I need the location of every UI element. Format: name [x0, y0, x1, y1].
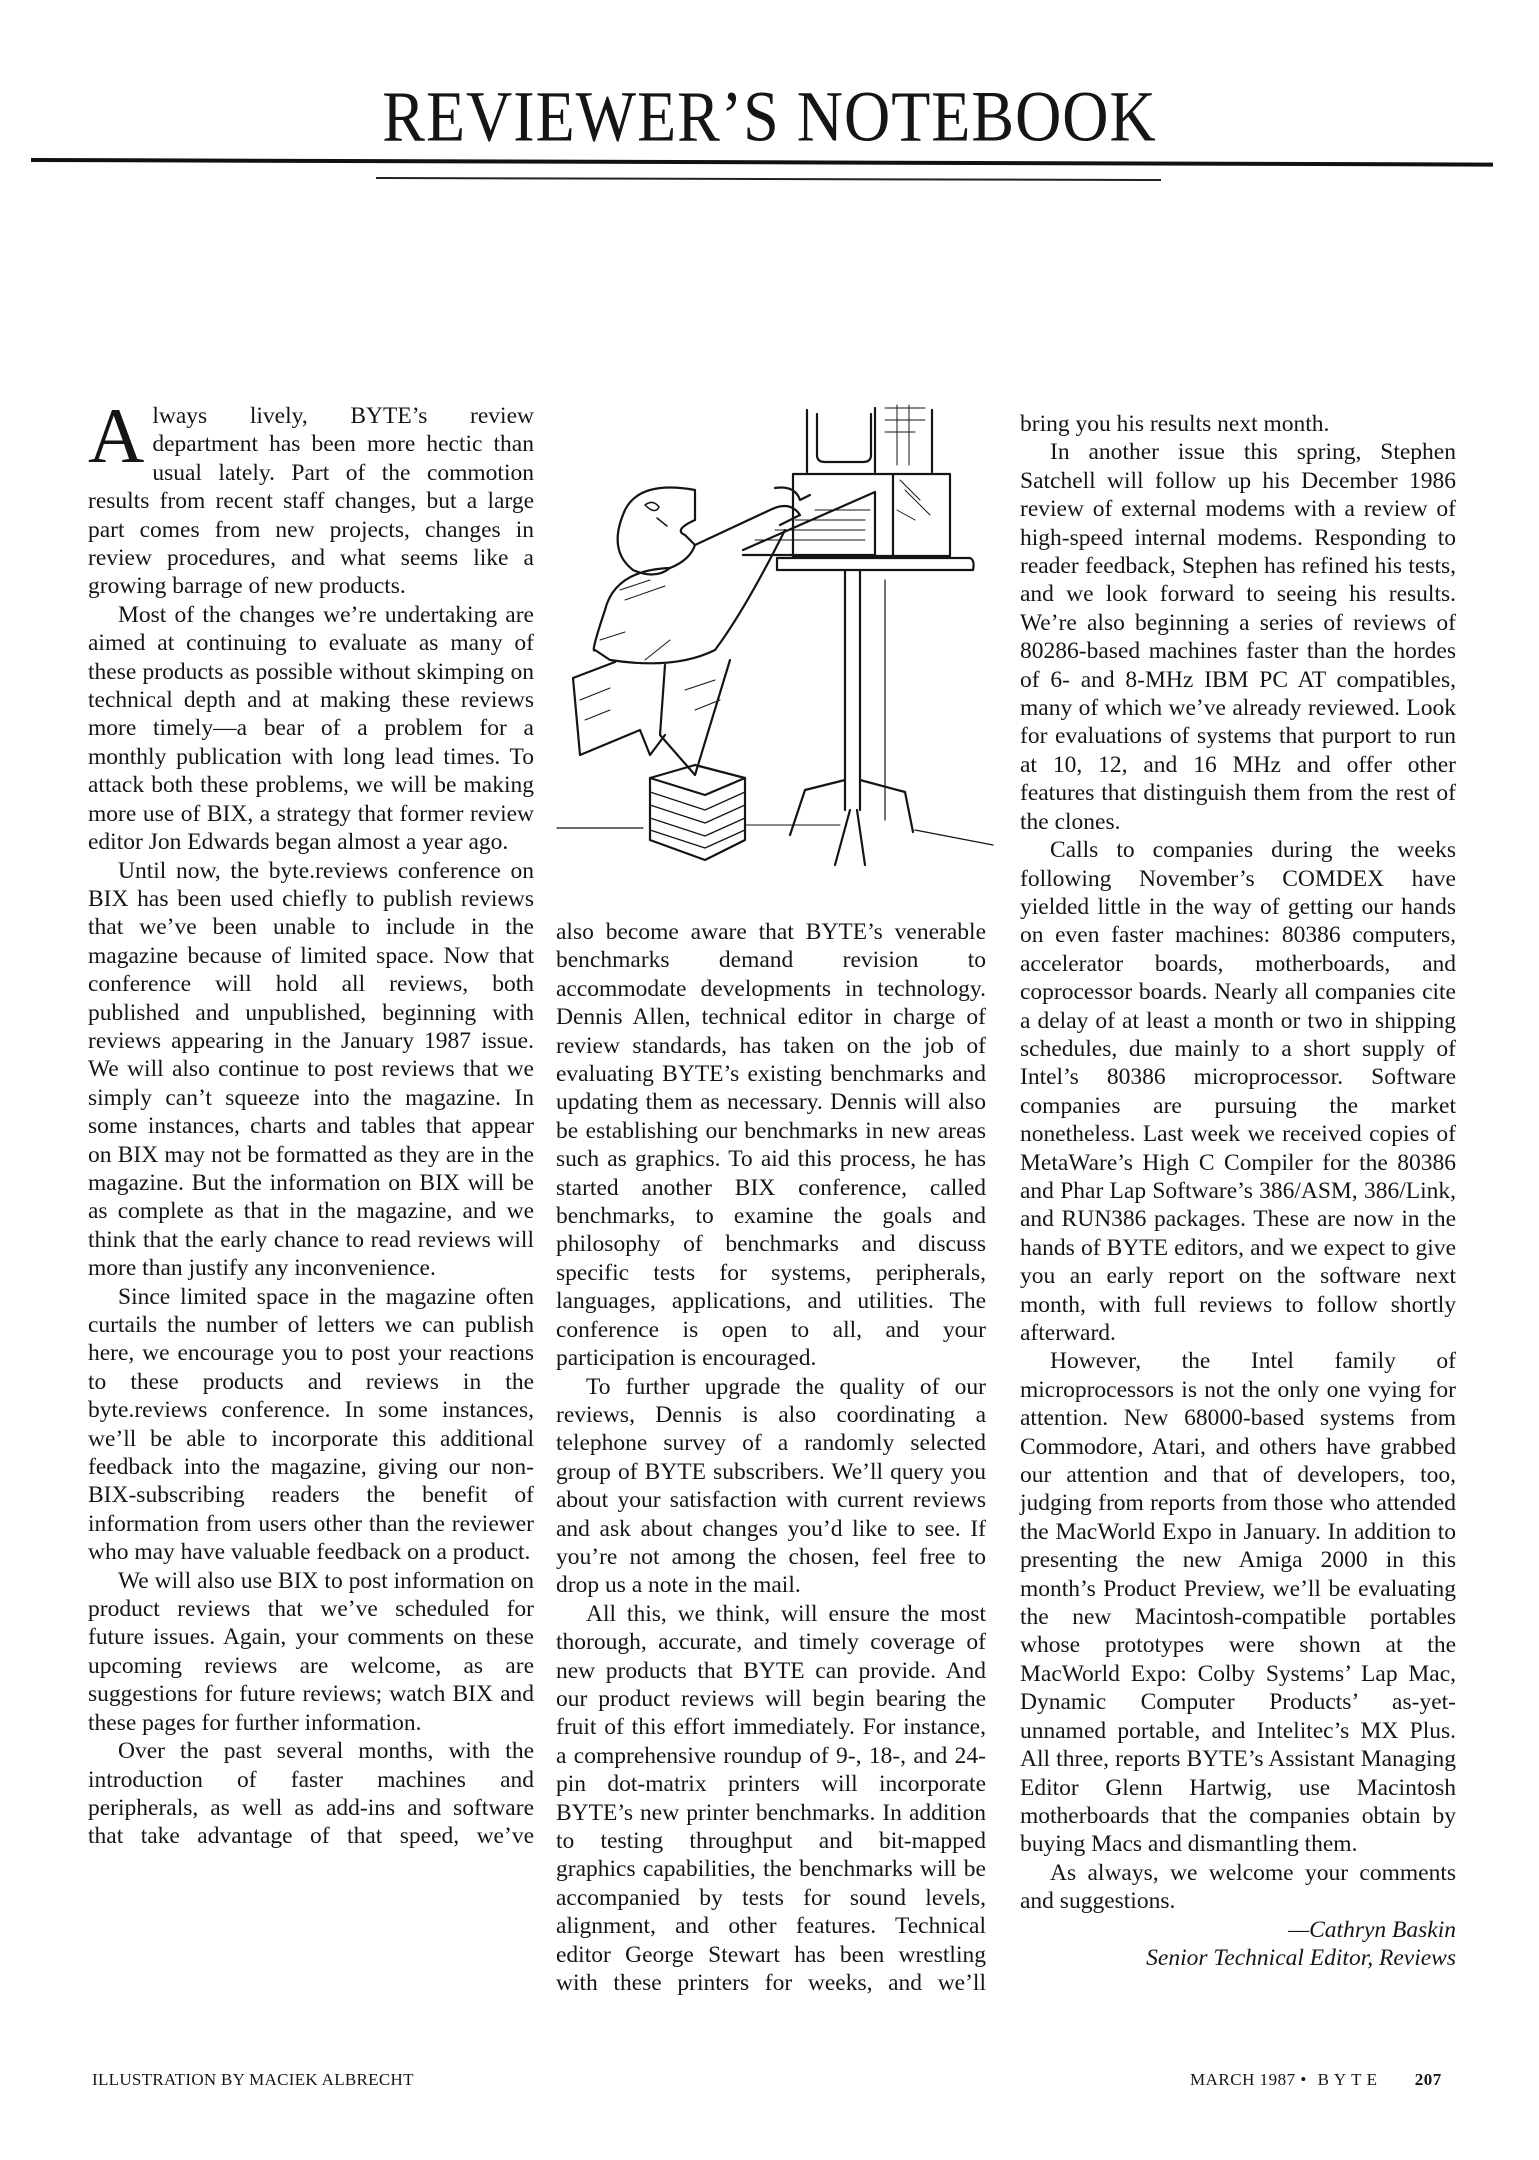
illustration-man-at-computer [545, 400, 1020, 890]
title-rule-thin [376, 177, 1161, 181]
paragraph: Calls to companies during the weeks following November’s COMDEX have yielded little in the way of getting our hands on even faster machines: 80386 computers, accelerator boards, motherboards, and coprocessor boards. Nearly all companies cite a delay of at least a month or two in shipping schedules, due mainly to a short supply of Intel’s 80386 microprocessor. Software companies are pursuing the market nonetheless. Last week we received copies of MetaWare’s High C Compiler for the 80386 and Phar Lap Software’s 386/ASM, 386/Link, and RUN386 packages. These are now in the hands of BYTE editors, and we expect to give you an early report on the software next month, with full reviews to follow shortly afterward. [1020, 837, 1456, 1346]
magazine-name: BYTE [1317, 2070, 1382, 2089]
paragraph: Most of the changes we’re undertaking are aimed at continuing to evaluate as many of these products as possible without skimping on technical depth and at making these reviews more timely—a bear of a problem for a monthly publication with long lead times. To attack both these problems, we will be making more use of BIX, a strategy that former review editor Jon Edwards began almost a year ago. [88, 601, 534, 856]
page-title: REVIEWER’S NOTEBOOK [382, 76, 1157, 157]
page-footer [1190, 2070, 1442, 2090]
article-column-1 [88, 392, 534, 1851]
drop-cap: A [88, 392, 145, 479]
paragraph: We will also use BIX to post information on product reviews that we’ve scheduled for future issues. Again, your comments on these upcoming reviews are welcome, as are suggestions for future reviews; watch BIX and these pages for further information. [88, 1567, 534, 1736]
paragraph: However, the Intel family of microprocessors is not the only one vying for attention. New 68000-based systems from Commodore, Atari, and others have grabbed our attention and that of developers, too, judging from reports from those who attended the MacWorld Expo in January. In addition to presenting the new Amiga 2000 in this month’s Product Preview, we’ll be evaluating the new Macintosh-compatible portables whose prototypes were shown at the MacWorld Expo: Colby Systems’ Lap Mac, Dynamic Computer Products’ as-yet-unnamed portable, and Intelitec’s MX Plus. All three, reports BYTE’s Assistant Managing Editor Glenn Hartwig, use Macintosh motherboards that the companies obtain by buying Macs and dismantling them. [1020, 1348, 1456, 1858]
author-name: —Cathryn Baskin [1288, 1916, 1456, 1943]
paragraph [88, 392, 534, 601]
paragraph: In another issue this spring, Stephen Satchell will follow up his December 1986 review of external modems with a review of high-speed internal modems. Responding to reader feedback, Stephen has refined his tests, and we look forward to seeing his results. We’re also beginning a series of reviews of 80286-based machines faster than the hordes of 6- and 8-MHz IBM PC AT compatibles, many of which we’ve already reviewed. Look for evaluations of systems that purport to run at 10, 12, and 16 MHz and offer other features that distinguish them from the rest of the clones. [1020, 439, 1456, 835]
paragraph: Since limited space in the magazine often curtails the number of letters we can publish here, we encourage you to post your reactions to these products and reviews in the byte.reviews conference. In some instances, we’ll be able to incorporate this additional feedback into the magazine, giving our non-BIX-subscribing readers the benefit of information from users other than the reviewer who may have valuable feedback on a product. [88, 1283, 534, 1566]
illustration-credit: ILLUSTRATION BY MACIEK ALBRECHT [92, 2070, 414, 2089]
paragraph: bring you his results next month. [1020, 411, 1330, 437]
footer-separator: • [1300, 2070, 1307, 2089]
paragraph-text: lways lively, BYTE’s review department has been more hectic than usual lately. Part of the commotion results from recent staff changes, but a large part comes from new projects, changes in review procedures, and what seems like a growing barrage of new products. [88, 403, 534, 600]
article-column-3 [1020, 410, 1456, 1972]
issue-date: MARCH 1987 [1190, 2070, 1296, 2089]
article-column-2 [556, 918, 986, 1997]
author-title: Senior Technical Editor, Reviews [1146, 1944, 1456, 1971]
title-rule-thick [31, 158, 1493, 167]
paragraph: also become aware that BYTE’s venerable benchmarks demand revision to accommodate developments in technology. Dennis Allen, technical editor in charge of review standards, has taken on the job of evaluating BYTE’s existing benchmarks and updating them as necessary. Dennis will also be establishing our benchmarks in new areas such as graphics. To aid this process, he has started another BIX conference, called benchmarks, to examine the goals and philosophy of benchmarks and discuss specific tests for systems, peripherals, languages, applications, and utilities. The conference is open to all, and your participation is encouraged. [556, 919, 986, 1372]
paragraph: As always, we welcome your comments and suggestions. [1020, 1859, 1456, 1915]
page-number: 207 [1414, 2070, 1442, 2089]
paragraph: Over the past several months, with the introduction of faster machines and peripherals, as well as add-ins and software that take advantage of that speed, we’ve [88, 1738, 534, 1850]
paragraph: To further upgrade the quality of our reviews, Dennis is also coordinating a telephone survey of a randomly selected group of BYTE subscribers. We’ll query you about your satisfaction with current reviews and ask about changes you’d like to see. If you’re not among the chosen, feel free to drop us a note in the mail. [556, 1373, 986, 1599]
paragraph: Until now, the byte.reviews conference on BIX has been used chiefly to publish reviews that we’ve been unable to include in the magazine because of limited space. Now that conference will hold all reviews, both published and unpublished, beginning with reviews appearing in the January 1987 issue. We will also continue to post reviews that we simply can’t squeeze into the magazine. In some instances, charts and tables that appear on BIX may not be formatted as they are in the magazine. But the information on BIX will be as complete as that in the magazine, and we think that the early chance to read reviews will more than justify any inconvenience. [88, 857, 534, 1282]
paragraph: All this, we think, will ensure the most thorough, accurate, and timely coverage of new products that BYTE can provide. And our product reviews will begin bearing the fruit of this effort immediately. For instance, a comprehensive roundup of 9-, 18-, and 24-pin dot-matrix printers will incorporate BYTE’s new printer benchmarks. In addition to testing throughput and bit-mapped graphics capabilities, the benchmarks will be accompanied by tests for sound levels, alignment, and other features. Technical editor George Stewart has been wrestling with these printers for weeks, and we’ll [556, 1600, 986, 1997]
